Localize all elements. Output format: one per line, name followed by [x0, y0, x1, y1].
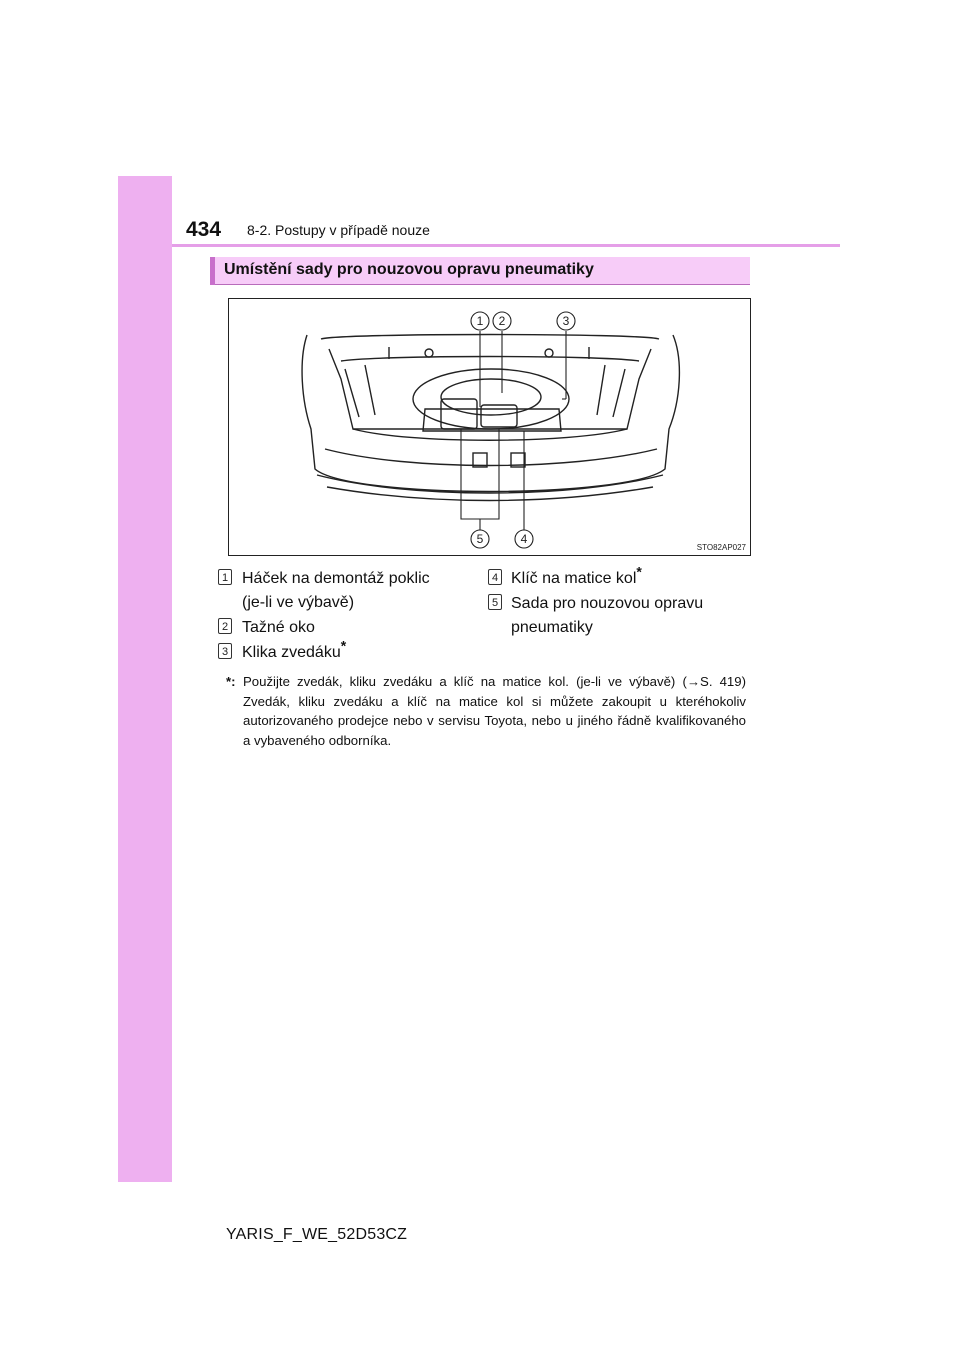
item-1-badge: 1 [218, 569, 232, 585]
item-4-badge: 4 [488, 569, 502, 585]
callout-3: 3 [562, 314, 570, 328]
callout-1: 1 [476, 314, 484, 328]
item-1-line1: Háček na demontáž poklic [242, 570, 430, 587]
item-5-line2: pneumatiky [511, 619, 593, 636]
figure-code: STO82AP027 [696, 543, 746, 552]
item-1-line2: (je-li ve výbavě) [242, 594, 355, 611]
footnote-mark: *: [226, 674, 236, 689]
section-heading-accent [210, 257, 215, 285]
chapter-sidebar-tab [118, 176, 172, 1182]
item-3 [242, 637, 347, 665]
callout-5: 5 [476, 532, 484, 546]
document-code: YARIS_F_WE_52D53CZ [226, 1226, 408, 1243]
item-5-line1: Sada pro nouzovou opravu [511, 595, 704, 612]
trunk-illustration [228, 298, 751, 556]
item-2-badge: 2 [218, 618, 232, 634]
item-5 [511, 592, 703, 640]
callout-4: 4 [520, 532, 528, 546]
item-2-line1: Tažné oko [242, 619, 315, 636]
header-rule [172, 244, 840, 247]
trunk-drawing [229, 299, 750, 555]
item-4 [511, 563, 642, 591]
item-1 [242, 567, 430, 615]
section-heading-bar [210, 257, 750, 285]
footnote-text: Použijte zvedák, kliku zvedáku a klíč na matice kol. (je-li ve výbavě) (→S. 419) Zvedák, kliku zvedáku a klíč na matice kol si můžete zakoupit u kteréhokoliv autorizovaného prodejce nebo v servisu Toyota, nebo u jiného řádně kvalifikovaného a vybaveného odborníka. [243, 674, 746, 748]
callout-2: 2 [498, 314, 506, 328]
item-3-line1: Klika zvedáku [242, 644, 341, 661]
chapter-title: 8-2. Postupy v případě nouze [247, 222, 430, 238]
item-5-badge: 5 [488, 594, 502, 610]
item-2 [242, 616, 315, 640]
item-3-badge: 3 [218, 643, 232, 659]
item-3-star: * [340, 637, 347, 654]
item-4-line1: Klíč na matice kol [511, 570, 637, 587]
section-title: Umístění sady pro nouzovou opravu pneumatiky [224, 261, 594, 278]
item-4-star: * [636, 563, 642, 580]
page-number: 434 [186, 218, 222, 241]
